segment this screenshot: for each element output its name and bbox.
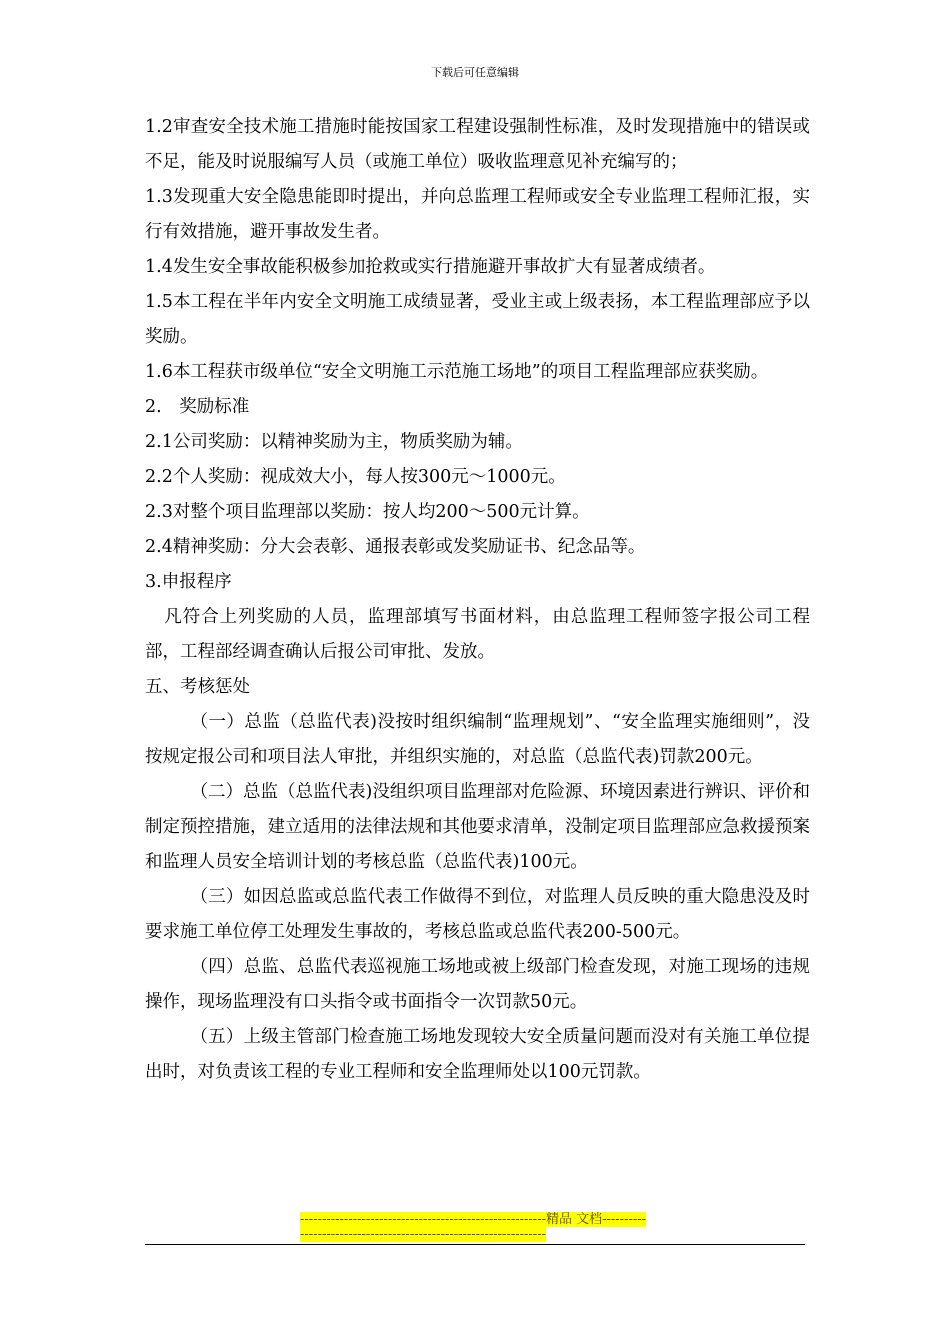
heading-application-procedure: 3.申报程序 (145, 572, 232, 592)
heading-reward-standard: 2. 奖励标准 (145, 397, 250, 417)
paragraph-1-4: 1.4发生安全事故能积极参加抢救或实行措施避开事故扩大有显著成绩者。 (145, 257, 716, 277)
footer-watermark (300, 1212, 650, 1242)
paragraph-procedure: 凡符合上列奖励的人员，监理部填写书面材料，由总监理工程师签字报公司工程部，工程部经调查确认后报公司审批、发放。 (145, 607, 810, 662)
footer-watermark-text: --------------------------------------------------------精品 文档------------------------------------------------------------------ (300, 1212, 647, 1242)
paragraph-penalty-5: （五）上级主管部门检查施工场地发现较大安全质量问题而没对有关施工单位提出时，对负责该工程的专业工程师和安全监理师处以100元罚款。 (145, 1027, 810, 1082)
paragraph-2-4: 2.4精神奖励：分大会表彰、通报表彰或发奖励证书、纪念品等。 (145, 537, 646, 557)
paragraph-2-2: 2.2个人奖励：视成效大小，每人按300元～1000元。 (145, 467, 566, 487)
paragraph-1-3: 1.3发现重大安全隐患能即时提出，并向总监理工程师或安全专业监理工程师汇报，实行有效措施，避开事故发生者。 (145, 187, 810, 242)
footer-rule (145, 1244, 805, 1245)
paragraph-penalty-2: （二）总监（总监代表)没组织项目监理部对危险源、环境因素进行辨识、评价和制定预控措施，建立适用的法律法规和其他要求清单，没制定项目监理部应急救援预案和监理人员安全培训计划的考核总监（总监代表)100元。 (145, 782, 810, 872)
paragraph-2-3: 2.3对整个项目监理部以奖励：按人均200～500元计算。 (145, 502, 590, 522)
paragraph-penalty-3: （三）如因总监或总监代表工作做得不到位，对监理人员反映的重大隐患没及时要求施工单位停工处理发生事故的，考核总监或总监代表200-500元。 (145, 887, 810, 942)
paragraph-1-6: 1.6本工程获市级单位“安全文明施工示范施工场地”的项目工程监理部应获奖励。 (145, 362, 769, 382)
paragraph-1-5: 1.5本工程在半年内安全文明施工成绩显著，受业主或上级表扬，本工程监理部应予以奖励。 (145, 292, 810, 347)
page-header: 下载后可任意编辑 (431, 66, 519, 79)
paragraph-2-1: 2.1公司奖励：以精神奖励为主，物质奖励为辅。 (145, 432, 523, 452)
paragraph-penalty-1: （一）总监（总监代表)没按时组织编制“监理规划”、“安全监理实施细则”，没按规定报公司和项目法人审批，并组织实施的，对总监（总监代表)罚款200元。 (145, 712, 810, 767)
paragraph-1-2: 1.2审查安全技术施工措施时能按国家工程建设强制性标准，及时发现措施中的错误或不足，能及时说服编写人员（或施工单位）吸收监理意见补充编写的； (145, 117, 810, 172)
document-body (145, 110, 810, 1090)
heading-assessment-penalty: 五、考核惩处 (145, 677, 250, 697)
paragraph-penalty-4: （四）总监、总监代表巡视施工场地或被上级部门检查发现，对施工现场的违规操作，现场监理没有口头指令或书面指令一次罚款50元。 (145, 957, 810, 1012)
